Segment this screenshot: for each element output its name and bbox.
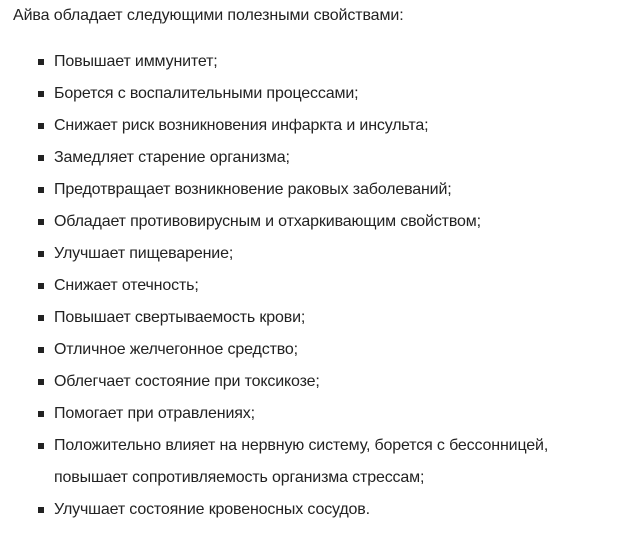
- square-bullet-icon: [38, 155, 44, 161]
- square-bullet-icon: [38, 347, 44, 353]
- square-bullet-icon: [38, 123, 44, 129]
- list-item-text: Положительно влияет на нервную систему, борется с бессонницей, повышает сопротивляемость организма стрессам;: [54, 437, 549, 486]
- list-item-text: Снижает риск возникновения инфаркта и инсульта;: [54, 117, 429, 134]
- list-item-text: Предотвращает возникновение раковых заболеваний;: [54, 181, 452, 198]
- list-item: [13, 494, 613, 526]
- square-bullet-icon: [38, 219, 44, 225]
- square-bullet-icon: [38, 379, 44, 385]
- list-item: [13, 366, 613, 398]
- square-bullet-icon: [38, 283, 44, 289]
- square-bullet-icon: [38, 411, 44, 417]
- list-item: [13, 174, 613, 206]
- list-item-text: Отличное желчегонное средство;: [54, 341, 298, 358]
- list-item: [13, 302, 613, 334]
- square-bullet-icon: [38, 59, 44, 65]
- list-item-text: Облегчает состояние при токсикозе;: [54, 373, 320, 390]
- list-item: [13, 238, 613, 270]
- square-bullet-icon: [38, 91, 44, 97]
- list-item-text: Обладает противовирусным и отхаркивающим свойством;: [54, 213, 481, 230]
- list-item: [13, 398, 613, 430]
- benefits-list: [13, 46, 613, 526]
- list-item: [13, 430, 613, 494]
- square-bullet-icon: [38, 187, 44, 193]
- square-bullet-icon: [38, 251, 44, 257]
- square-bullet-icon: [38, 507, 44, 513]
- intro-paragraph: Айва обладает следующими полезными свойствами:: [13, 7, 404, 24]
- list-item-text: Замедляет старение организма;: [54, 149, 290, 166]
- list-item: [13, 270, 613, 302]
- list-item: [13, 334, 613, 366]
- list-item: [13, 46, 613, 78]
- list-item-text: Повышает свертываемость крови;: [54, 309, 306, 326]
- list-item-text: Улучшает пищеварение;: [54, 245, 234, 262]
- list-item-text: Борется с воспалительными процессами;: [54, 85, 359, 102]
- list-item-text: Улучшает состояние кровеносных сосудов.: [54, 501, 370, 518]
- list-item: [13, 110, 613, 142]
- article-body: [13, 0, 613, 526]
- list-item: [13, 142, 613, 174]
- list-item: [13, 78, 613, 110]
- list-item-text: Снижает отечность;: [54, 277, 199, 294]
- list-item: [13, 206, 613, 238]
- square-bullet-icon: [38, 443, 44, 449]
- list-item-text: Помогает при отравлениях;: [54, 405, 255, 422]
- list-item-text: Повышает иммунитет;: [54, 53, 218, 70]
- square-bullet-icon: [38, 315, 44, 321]
